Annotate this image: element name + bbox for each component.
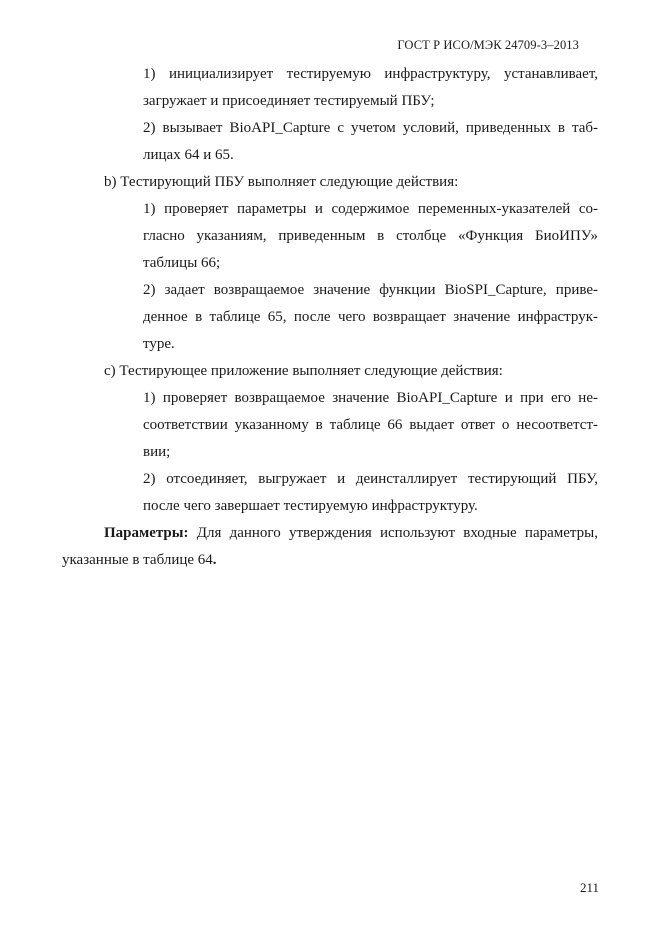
text-line: 2) задает возвращаемое значение функции BioSPI_Capture, приве- xyxy=(143,282,598,298)
text-line: гласно указаниям, приведенным в столбце «Функция БиоИПУ» xyxy=(143,228,598,244)
document-header: ГОСТ Р ИСО/МЭК 24709-3–2013 xyxy=(397,38,579,52)
text-line: 1) проверяет возвращаемое значение BioAPI_Capture и при его не- xyxy=(143,390,598,406)
text-line: лицах 64 и 65. xyxy=(143,147,234,163)
text-line: денное в таблице 65, после чего возвращает значение инфраструк- xyxy=(143,309,598,325)
text-line: 2) вызывает BioAPI_Capture с учетом условий, приведенных в таб- xyxy=(143,120,598,136)
page-number: 211 xyxy=(579,880,599,895)
text-line: c) Тестирующее приложение выполняет следующие действия: xyxy=(104,363,503,379)
parameters-label: Параметры: xyxy=(104,525,189,541)
text-line: вии; xyxy=(143,444,171,460)
parameters-line xyxy=(104,524,598,542)
text-line: b) Тестирующий ПБУ выполняет следующие действия: xyxy=(104,174,459,190)
parameters-text-end: указанные в таблице 64 xyxy=(62,552,213,568)
text-line: соответствии указанному в таблице 66 выдает ответ о несоответст- xyxy=(143,417,598,433)
text-line: туре. xyxy=(143,336,175,352)
text-line: загружает и присоединяет тестируемый ПБУ; xyxy=(143,93,435,109)
bold-period: . xyxy=(212,552,217,568)
text-line xyxy=(62,551,217,569)
text-line: после чего завершает тестируемую инфраструктуру. xyxy=(143,498,478,514)
text-line: таблицы 66; xyxy=(143,255,221,271)
parameters-text: Для данного утверждения используют входные параметры, xyxy=(196,525,598,541)
text-line: 2) отсоединяет, выгружает и деинсталлирует тестирующий ПБУ, xyxy=(143,471,598,487)
text-line: 1) проверяет параметры и содержимое переменных-указателей со- xyxy=(143,201,598,217)
text-line: 1) инициализирует тестируемую инфраструктуру, устанавливает, xyxy=(143,66,598,82)
